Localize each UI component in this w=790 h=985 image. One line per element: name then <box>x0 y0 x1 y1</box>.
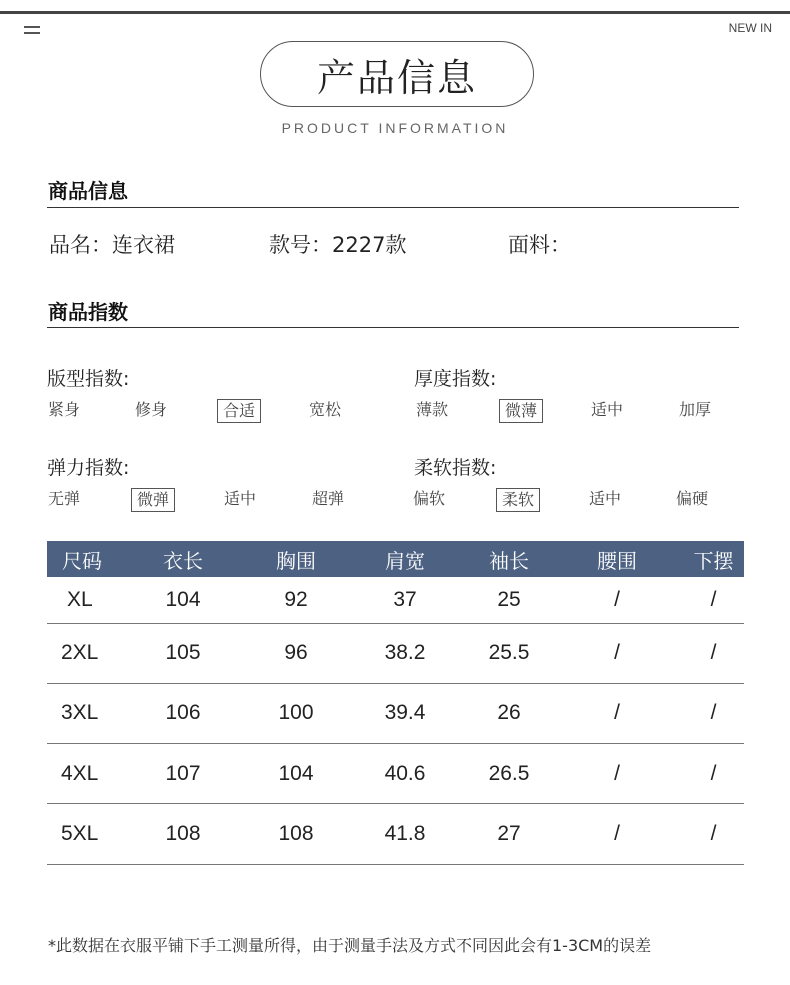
thickness-index-label: 厚度指数: <box>414 368 497 390</box>
menu-icon[interactable] <box>24 24 40 36</box>
table-cell: 108 <box>249 804 343 864</box>
column-header: 衣长 <box>117 541 249 577</box>
measurement-footnote: *此数据在衣服平铺下手工测量所得，由于测量手法及方式不同因此会有1-3CM的误差 <box>48 936 652 955</box>
softness-option-selected: 柔软 <box>496 488 540 512</box>
column-header: 下摆 <box>683 541 744 577</box>
column-header: 肩宽 <box>343 541 467 577</box>
table-cell: / <box>683 804 744 864</box>
table-row <box>47 683 744 743</box>
table-cell: 27 <box>467 804 551 864</box>
table-cell: 26.5 <box>467 744 551 804</box>
goods-index-heading: 商品指数 <box>48 300 128 324</box>
table-cell: 92 <box>249 577 343 623</box>
fit-index-label: 版型指数: <box>47 368 130 390</box>
elasticity-option: 适中 <box>224 489 257 508</box>
table-cell: 106 <box>117 683 249 743</box>
fit-option: 修身 <box>135 400 168 419</box>
table-header-row <box>47 541 744 577</box>
product-name: 品名：连衣裙 <box>49 233 175 257</box>
fabric-label: 面料： <box>508 233 571 257</box>
fit-option: 紧身 <box>48 400 81 419</box>
table-cell: 37 <box>343 577 467 623</box>
table-cell: XL <box>47 577 117 623</box>
table-cell: 40.6 <box>343 744 467 804</box>
table-cell: / <box>551 683 683 743</box>
thickness-option: 加厚 <box>679 400 712 419</box>
column-header: 腰围 <box>551 541 683 577</box>
table-cell: 107 <box>117 744 249 804</box>
table-cell: / <box>551 804 683 864</box>
table-cell: 5XL <box>47 804 117 864</box>
page-title-badge <box>260 41 534 107</box>
column-header: 胸围 <box>249 541 343 577</box>
thickness-option: 适中 <box>591 400 624 419</box>
table-cell: 100 <box>249 683 343 743</box>
table-cell: 105 <box>117 623 249 683</box>
table-cell: 25 <box>467 577 551 623</box>
table-cell: 38.2 <box>343 623 467 683</box>
page-title: 产品信息 <box>316 55 477 100</box>
elasticity-option: 无弹 <box>48 489 81 508</box>
page-subtitle: PRODUCT INFORMATION <box>281 120 509 136</box>
style-number: 款号：2227款 <box>269 233 407 257</box>
softness-index-label: 柔软指数: <box>414 457 497 479</box>
table-cell: / <box>683 683 744 743</box>
thickness-option-selected: 微薄 <box>499 399 543 423</box>
table-cell: 104 <box>249 744 343 804</box>
goods-info-heading: 商品信息 <box>48 179 128 203</box>
softness-option: 适中 <box>589 489 622 508</box>
table-cell: 108 <box>117 804 249 864</box>
table-cell: 26 <box>467 683 551 743</box>
table-cell: / <box>683 623 744 683</box>
softness-option: 偏软 <box>413 489 446 508</box>
column-header: 袖长 <box>467 541 551 577</box>
fit-option: 宽松 <box>309 400 342 419</box>
table-row <box>47 804 744 864</box>
table-cell: / <box>683 577 744 623</box>
table-cell: 3XL <box>47 683 117 743</box>
fit-option-selected: 合适 <box>217 399 261 423</box>
table-cell: 96 <box>249 623 343 683</box>
table-cell: 39.4 <box>343 683 467 743</box>
goods-index-divider <box>47 327 739 328</box>
table-cell: / <box>551 577 683 623</box>
table-row <box>47 623 744 683</box>
table-cell: / <box>551 744 683 804</box>
elasticity-option-selected: 微弹 <box>131 488 175 512</box>
table-cell: 25.5 <box>467 623 551 683</box>
table-cell: / <box>683 744 744 804</box>
new-in-label: NEW IN <box>728 21 772 35</box>
table-cell: 4XL <box>47 744 117 804</box>
size-chart-table <box>47 541 744 865</box>
column-header: 尺码 <box>47 541 117 577</box>
table-row <box>47 744 744 804</box>
goods-info-divider <box>47 207 739 208</box>
softness-option: 偏硬 <box>676 489 709 508</box>
thickness-option: 薄款 <box>416 400 449 419</box>
table-cell: 104 <box>117 577 249 623</box>
table-cell: 41.8 <box>343 804 467 864</box>
table-row <box>47 577 744 623</box>
table-cell: / <box>551 623 683 683</box>
top-divider <box>0 11 790 14</box>
elasticity-index-label: 弹力指数: <box>47 457 130 479</box>
table-cell: 2XL <box>47 623 117 683</box>
elasticity-option: 超弹 <box>312 489 345 508</box>
